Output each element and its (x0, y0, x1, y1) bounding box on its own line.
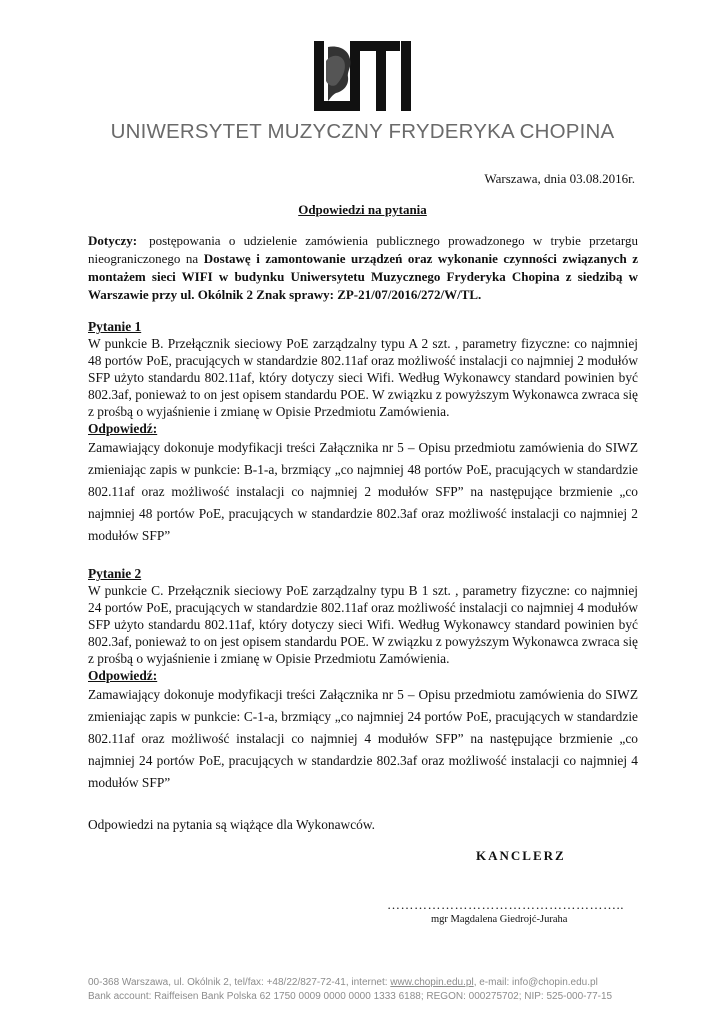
intro-paragraph (88, 232, 638, 304)
page-title: Odpowiedzi na pytania (298, 202, 427, 217)
question-block-2 (88, 565, 638, 794)
footer-address-line (88, 976, 648, 990)
signature-line: …………………………………………….. (387, 897, 624, 912)
answer-text: Zamawiający dokonuje modyfikacji treści Załącznika nr 5 – Opisu przedmiotu zamówienia do SIWZ zmieniając zapis w punkcie: B-1-a, brzmiący „co najmniej 48 portów PoE, pracujących w standardzie 802.11af oraz możliwość instalacji co najmniej 2 modułów SFP” na następujące brzmienie „co najmniej 48 portów PoE, pracujących w standardzie 802.3af oraz możliwość instalacji co najmniej 2 modułów SFP” (88, 440, 638, 543)
signer-name: mgr Magdalena Giedrojć-Juraha (431, 914, 568, 925)
document-date: Warszawa, dnia 03.08.2016r. (484, 171, 635, 186)
intro-bold-text: Dostawę i zamontowanie urządzeń oraz wykonanie czynności związanych z montażem sieci WIFI w budynku Uniwersytetu Muzycznego Fryderyka Chopina z siedzibą w Warszawie przy ul. Okólnik 2 Znak sprawy: ZP-21/07/2016/272/W/TL. (88, 251, 638, 302)
footer-email: , e-mail: info@chopin.edu.pl (473, 977, 598, 988)
answer-text: Zamawiający dokonuje modyfikacji treści Załącznika nr 5 – Opisu przedmiotu zamówienia do SIWZ zmieniając zapis w punkcie: C-1-a, brzmiący „co najmniej 24 portów PoE, pracujących w standardzie 802.11af oraz możliwość instalacji co najmniej 4 modułów SFP” na następujące brzmienie „co najmniej 24 portów PoE, pracujących w standardzie 802.3af oraz możliwość instalacji co najmniej 4 modułów SFP” (88, 687, 638, 790)
footer (88, 976, 648, 1004)
signature-role: KANCLERZ (476, 848, 566, 863)
website-link[interactable]: www.chopin.edu.pl (390, 977, 474, 988)
question-text: W punkcie C. Przełącznik sieciowy PoE zarządzalny typu B 1 szt. , parametry fizyczne: co najmniej 24 portów PoE, pracujących w standardzie 802.11af oraz możliwość instalacji co najmniej 4 modułów SFP użyto standardu 802.11af, który dotyczy sieci Wifi. Według Wykonawcy standard powinien być 802.3af, ponieważ to on jest opisem standardu POE. W związku z powyższym Wykonawca zwraca się z prośbą o wyjaśnienie i zmianę w Opisie Przedmiotu Zamówienia. (88, 583, 638, 666)
question-text: W punkcie B. Przełącznik sieciowy PoE zarządzalny typu A 2 szt. , parametry fizyczne: co najmniej 48 portów PoE, pracujących w standardzie 802.11af oraz możliwość instalacji co najmniej 2 modułów SFP użyto standardu 802.11af, który dotyczy sieci Wifi. Według Wykonawcy standard powinien być 802.3af, ponieważ to on jest opisem standardu POE. W związku z powyższym Wykonawca zwraca się z prośbą o wyjaśnienie i zmianę w Opisie Przedmiotu Zamówienia. (88, 336, 638, 419)
question-title: Pytanie 2 (88, 566, 142, 581)
footer-bank-line: Bank account: Raiffeisen Bank Polska 62 1750 0009 0000 0000 1333 6188; REGON: 000275702; NIP: 525-000-77-15 (88, 991, 613, 1002)
answer-title: Odpowiedź: (88, 668, 158, 683)
intro-text: postępowania o udzielenie zamówienia publicznego prowadzonego w trybie przetargu nieograniczonego na (88, 233, 638, 266)
university-name: UNIWERSYTET MUZYCZNY FRYDERYKA CHOPINA (110, 120, 615, 143)
question-block-1 (88, 318, 638, 547)
footer-address: 00-368 Warszawa, ul. Okólnik 2, tel/fax: +48/22/827-72-41, internet: (88, 977, 391, 988)
closing-statement: Odpowiedzi na pytania są wiążące dla Wykonawców. (88, 817, 375, 832)
answer-title: Odpowiedź: (88, 421, 158, 436)
intro-label: Dotyczy: (88, 233, 138, 248)
um-chopin-logo-icon (314, 41, 411, 111)
question-title: Pytanie 1 (88, 319, 142, 334)
